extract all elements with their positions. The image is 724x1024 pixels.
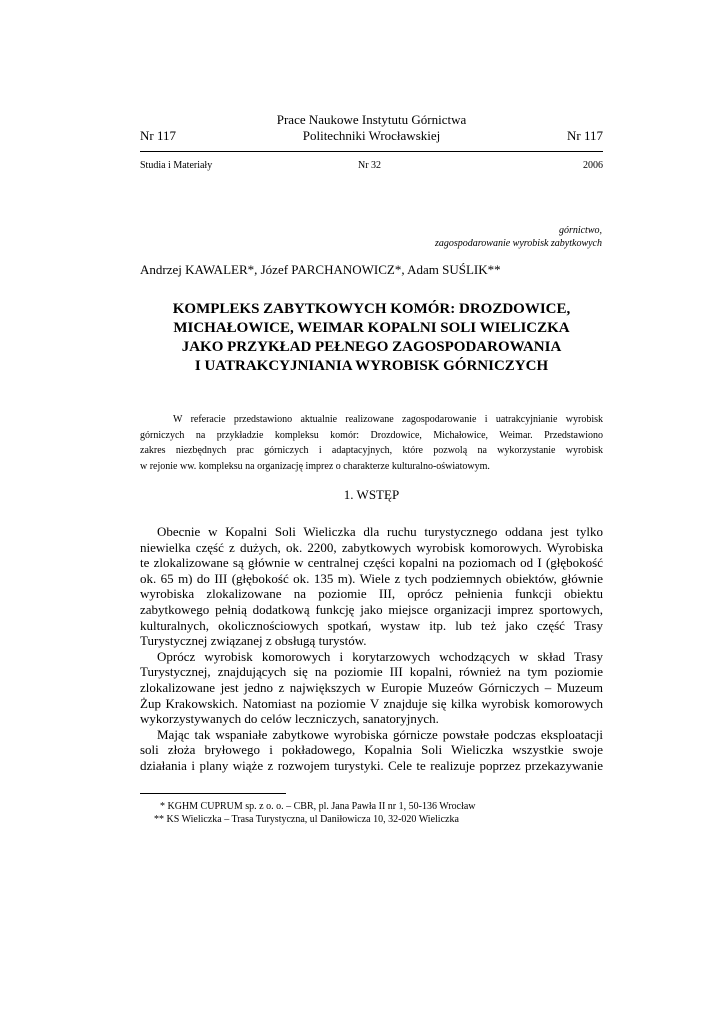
body-line: ok. 65 m) do III (głębokość ok. 135 m). Wiele z tych podziemnych obiektów, głównie [140,570,603,586]
keyword-line-2: zagospodarowanie wyrobisk zabytkowych [434,238,602,249]
title-line: JAKO PRZYKŁAD PEŁNEGO ZAGOSPODAROWANIA [181,339,562,355]
abstract-line: W referacie przedstawiono aktualnie realizowane zagospodarowanie i uatrakcyjnianie wyrobisk [173,414,603,425]
footnote-1: * KGHM CUPRUM sp. z o. o. – CBR, pl. Jana Pawła II nr 1, 50-136 Wrocław [160,801,476,812]
issue-number-right: Nr 117 [567,128,603,143]
body-line: Mając tak wspaniałe zabytkowe wyrobiska górnicze powstałe podczas eksploatacji [157,726,603,742]
body-line: Turystycznej, znajdujących się na poziomie III kopalni, również na tym poziomie [140,664,603,680]
journal-name-line2: Politechniki Wrocławskiej [302,128,441,143]
body-line: działania i plany wiąże z rozwojem turystyki. Cele te realizuje poprzez przekazywanie [140,757,603,773]
body-line: niewielka część z dużych, ok. 2200, zabytkowych wyrobisk komorowych. Wyrobiska [140,539,603,555]
abstract [140,412,603,474]
body-line: zlokalizowane jest jedno z największych w Europie Muzeów Górniczych – Muzeum [140,679,603,695]
body-line: zabytkowego pełnią dodatkową funkcję jako miejsce organizacji imprez sportowych, [140,601,603,617]
header-rule [140,151,603,152]
body-line: wykorzystywanych do celów leczniczych, sanatoryjnych. [140,711,439,727]
body-line: wyrobiska zlokalizowane na poziomie III, oprócz pełnienia funkcji obiektu [140,586,603,602]
series-issue: Nr 32 [358,160,382,171]
body-line: Obecnie w Kopalni Soli Wieliczka dla ruchu turystycznego oddana jest tylko [157,524,603,539]
series-name: Studia i Materiały [140,160,213,171]
keyword-line-1: górnictwo, [558,225,602,236]
paper-title [140,300,603,376]
section-heading: 1. WSTĘP [343,487,400,502]
publication-year: 2006 [583,160,603,171]
journal-name-line1: Prace Naukowe Instytutu Górnictwa [276,112,467,127]
title-line: I UATRAKCYJNIANIA WYROBISK GÓRNICZYCH [194,358,549,374]
body-text [140,524,603,774]
body-line: soli złoża bryłowego i pokładowego, Kopalnia Soli Wieliczka wszystkie swoje [140,742,603,758]
issue-number-left: Nr 117 [140,128,176,143]
abstract-line: górniczych na przykładzie kompleksu komór: Drozdowice, Michałowice, Weimar. Przedstawiono [140,429,603,441]
abstract-line: w rejonie ww. kompleksu na organizację imprez o charakterze kulturalno-oświatowym. [140,460,490,472]
body-line: Żup Krakowskich. Natomiast na poziomie V znajduje się kilka wyrobisk komorowych [140,695,603,711]
title-line: KOMPLEKS ZABYTKOWYCH KOMÓR: DROZDOWICE, [172,301,571,317]
authors: Andrzej KAWALER*, Józef PARCHANOWICZ*, Adam SUŚLIK** [140,262,501,277]
abstract-line: zakres niezbędnych prac górniczych i adaptacyjnych, które pozwolą na wykorzystanie wyrobisk [140,445,603,456]
footnote-rule [140,793,286,794]
body-line: Oprócz wyrobisk komorowych i korytarzowych wchodzących w skład Trasy [157,648,603,664]
body-line: Turystycznej związanej z obsługą turystów. [140,633,367,649]
title-line: MICHAŁOWICE, WEIMAR KOPALNI SOLI WIELICZKA [173,320,570,336]
footnote-2: ** KS Wieliczka – Trasa Turystyczna, ul Daniłowicza 10, 32-020 Wieliczka [154,814,459,825]
body-line: te zlokalizowane są głównie w centralnej części kopalni na poziomach od I (głębokość [140,555,603,571]
body-line: kulturalnych, okolicznościowych spotkań, wystaw itp. lub też jako część Trasy [140,617,603,633]
